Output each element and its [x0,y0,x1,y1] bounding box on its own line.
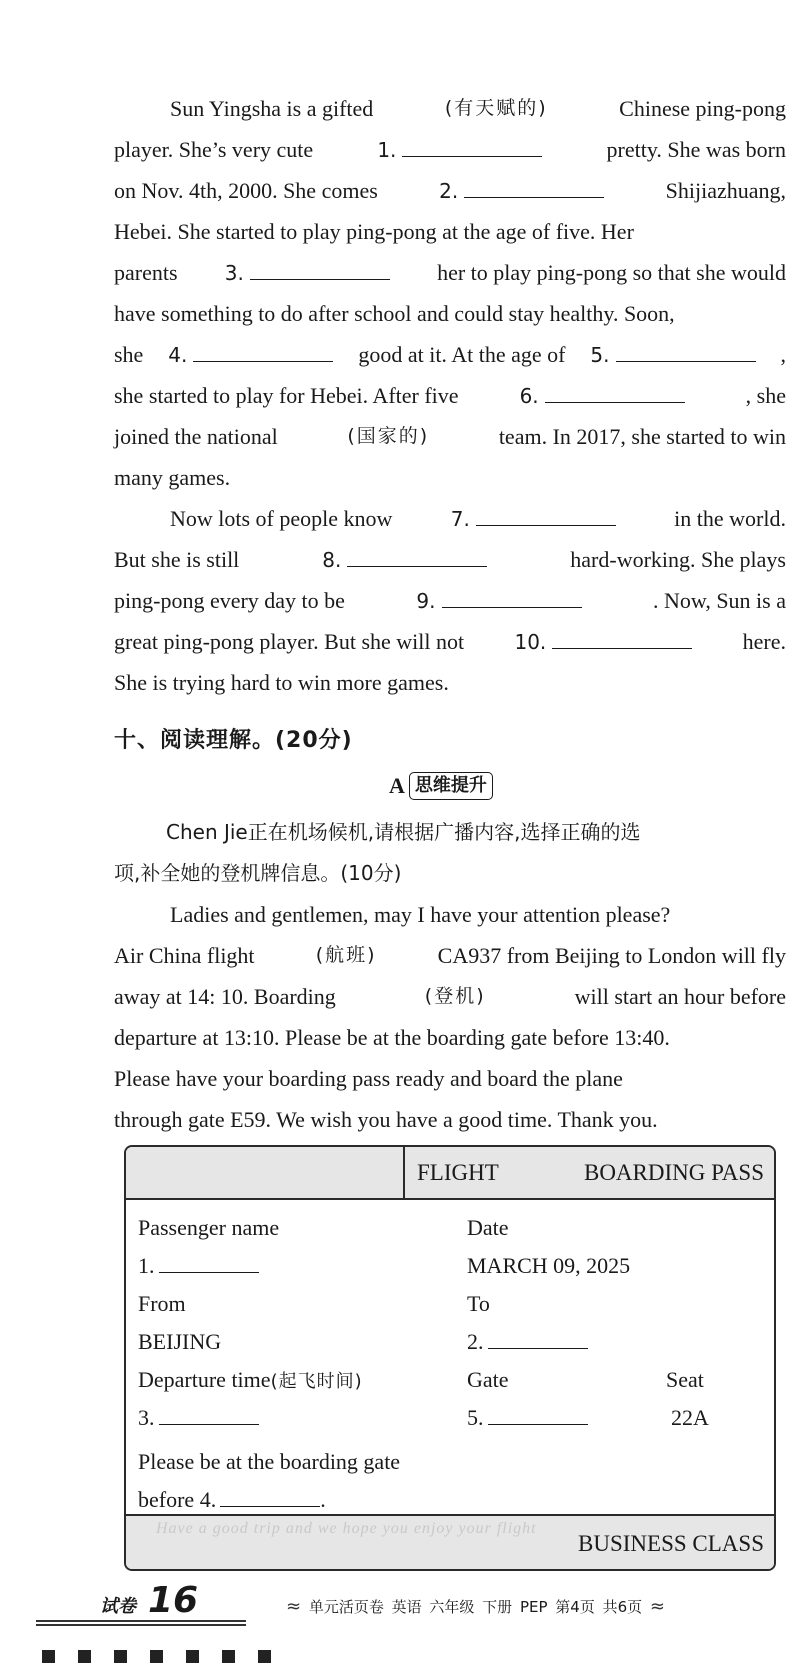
passage-line [114,580,786,621]
passage-line [114,170,786,211]
cn-gloss: (有天赋的) [444,97,548,119]
pass-header [126,1147,774,1200]
blank-number: 1. [377,137,397,162]
part-heading [389,770,493,802]
text: Shijiazhuang, [665,178,786,203]
passage-line [114,211,786,252]
text: she started to play for Hebei. After five [114,383,459,408]
class-value: BUSINESS CLASS [578,1531,764,1556]
cloze-passage [114,88,786,703]
answer-blank[interactable] [250,255,390,280]
passage-line [114,416,786,457]
cn-gloss: (起飞时间) [270,1371,363,1392]
answer-blank[interactable] [464,173,604,198]
passage-line [114,539,786,580]
blank-number: 2. [439,178,459,203]
text: in the world. [674,506,786,531]
date-value: MARCH 09, 2025 [467,1253,631,1278]
passage-line [114,293,786,334]
answer-blank[interactable] [159,1402,259,1425]
footer-info [286,1596,665,1617]
answer-blank[interactable] [442,583,582,608]
instruction-line [114,853,786,894]
part-tag: 思维提升 [409,772,493,800]
to-label: To [467,1291,490,1316]
announcement-line [114,894,786,935]
text: pretty. She was born [606,137,786,162]
announcement [114,894,786,1140]
passage-line [114,375,786,416]
blank-number: 10. [514,629,547,654]
footer-rules [36,1620,246,1626]
text: away at 14: 10. Boarding [114,984,336,1009]
boarding-pass [124,1145,776,1571]
text: , she [745,383,786,408]
instruction-text: Chen Jie正在机场候机,请根据广播内容,选择正确的选 [166,820,641,844]
text: departure at 13:10. Please be at the boarding gate before 13:40. [114,1025,670,1050]
text: here. [742,629,786,654]
blank-number: 9. [416,588,436,613]
text: ping-pong every day to be [114,588,345,613]
note-line: Please be at the boarding gate [138,1449,401,1474]
passage-line [114,662,786,703]
blank-number: 1. [138,1253,155,1278]
period: . [320,1487,326,1512]
blank-number: 8. [322,547,342,572]
text: will start an hour before [574,984,786,1009]
passenger-name-label: Passenger name [138,1215,280,1240]
from-value: BEIJING [138,1329,222,1354]
answer-blank[interactable] [193,337,333,362]
text: her to play ping-pong so that she would [437,260,786,285]
announcement-line [114,935,786,976]
note-text: before [138,1487,195,1512]
text: Chinese ping-pong [619,96,786,121]
blank-number: 6. [519,383,539,408]
answer-blank[interactable] [476,501,616,526]
flight-label: FLIGHT [417,1160,499,1185]
footer-text: 单元活页卷 英语 六年级 下册 PEP 第4页 共6页 [308,1598,643,1616]
instruction-line [114,812,786,853]
passage-line [114,334,786,375]
passage-line [114,129,786,170]
blank-number: 7. [450,506,470,531]
departure-label [138,1361,363,1399]
passenger-name-answer [138,1247,259,1285]
text: many games. [114,465,231,490]
instruction [114,812,786,894]
instruction-text: 项,补全她的登机牌信息。(10分) [114,861,402,885]
from-label: From [138,1291,186,1316]
passage-line [114,621,786,662]
answer-blank[interactable] [552,624,692,649]
text: through gate E59. We wish you have a good time. Thank you. [114,1107,658,1132]
text: Please have your boarding pass ready and board the plane [114,1066,623,1091]
answer-blank[interactable] [616,337,756,362]
text: parents [114,260,178,285]
text: Ladies and gentlemen, may I have your attention please? [170,902,671,927]
part-letter: A [389,773,405,798]
text: player. She’s very cute [114,137,314,162]
blank-number: 3. [138,1405,155,1430]
cn-gloss: (国家的) [347,425,430,447]
gate-answer [467,1399,588,1437]
answer-blank[interactable] [347,542,487,567]
answer-blank[interactable] [159,1250,259,1273]
gate-label: Gate [467,1367,509,1392]
corner-marks [42,1650,282,1664]
text: Hebei. She started to play ping-pong at the age of five. Her [114,219,634,244]
answer-blank[interactable] [488,1326,588,1349]
to-answer [467,1323,588,1361]
text: team. In 2017, she started to win [498,424,786,449]
text: CA937 from Beijing to London will fly [437,943,786,968]
blank-number: 5. [467,1405,484,1430]
paper-label: 试卷 [100,1596,136,1617]
passage-line [114,457,786,498]
answer-blank[interactable] [402,132,542,157]
answer-blank[interactable] [488,1402,588,1425]
blank-number: 5. [590,342,610,367]
header-divider [403,1147,405,1198]
text: Now lots of people know [170,506,393,531]
text: joined the national [114,424,278,449]
text: . Now, Sun is a [652,588,786,613]
departure-text: Departure time [138,1367,271,1392]
text: Air China flight [114,943,255,968]
text: she [114,342,144,367]
boarding-pass-label: BOARDING PASS [583,1160,764,1185]
seat-label: Seat [666,1367,704,1392]
text: good at it. At the age of [358,342,566,367]
section-title: 十、阅读理解。(20分) [114,728,353,753]
announcement-line [114,976,786,1017]
page-footer [0,1580,800,1634]
passage-line [114,498,786,539]
answer-blank[interactable] [545,378,685,403]
watermark-text: Have a good trip and we hope you enjoy your flight [156,1520,537,1537]
text: , [780,342,786,367]
cn-gloss: (登机) [424,985,486,1007]
date-label: Date [467,1215,509,1240]
seat-value: 22A [671,1405,709,1430]
cn-gloss: (航班) [315,944,377,966]
text: She is trying hard to win more games. [114,670,449,695]
announcement-line [114,1017,786,1058]
paper-number: 16 [148,1580,199,1621]
announcement-line [114,1099,786,1140]
blank-number: 4. [168,342,188,367]
text: hard-working. She plays [570,547,786,572]
pass-footer [126,1514,774,1571]
text: Sun Yingsha is a gifted [170,96,374,121]
passage-line [114,88,786,129]
blank-number: 4. [199,1487,217,1512]
passage-line [114,252,786,293]
text: have something to do after school and could stay healthy. Soon, [114,301,675,326]
text: great ping-pong player. But she will not [114,629,465,654]
departure-answer [138,1399,259,1437]
blank-number: 3. [224,260,244,285]
wave-icon: ≈ [649,1596,666,1617]
text: But she is still [114,547,240,572]
blank-number: 2. [467,1329,484,1354]
text: on Nov. 4th, 2000. She comes [114,178,378,203]
announcement-line [114,1058,786,1099]
wave-icon: ≈ [286,1596,302,1617]
answer-blank[interactable] [220,1484,320,1507]
